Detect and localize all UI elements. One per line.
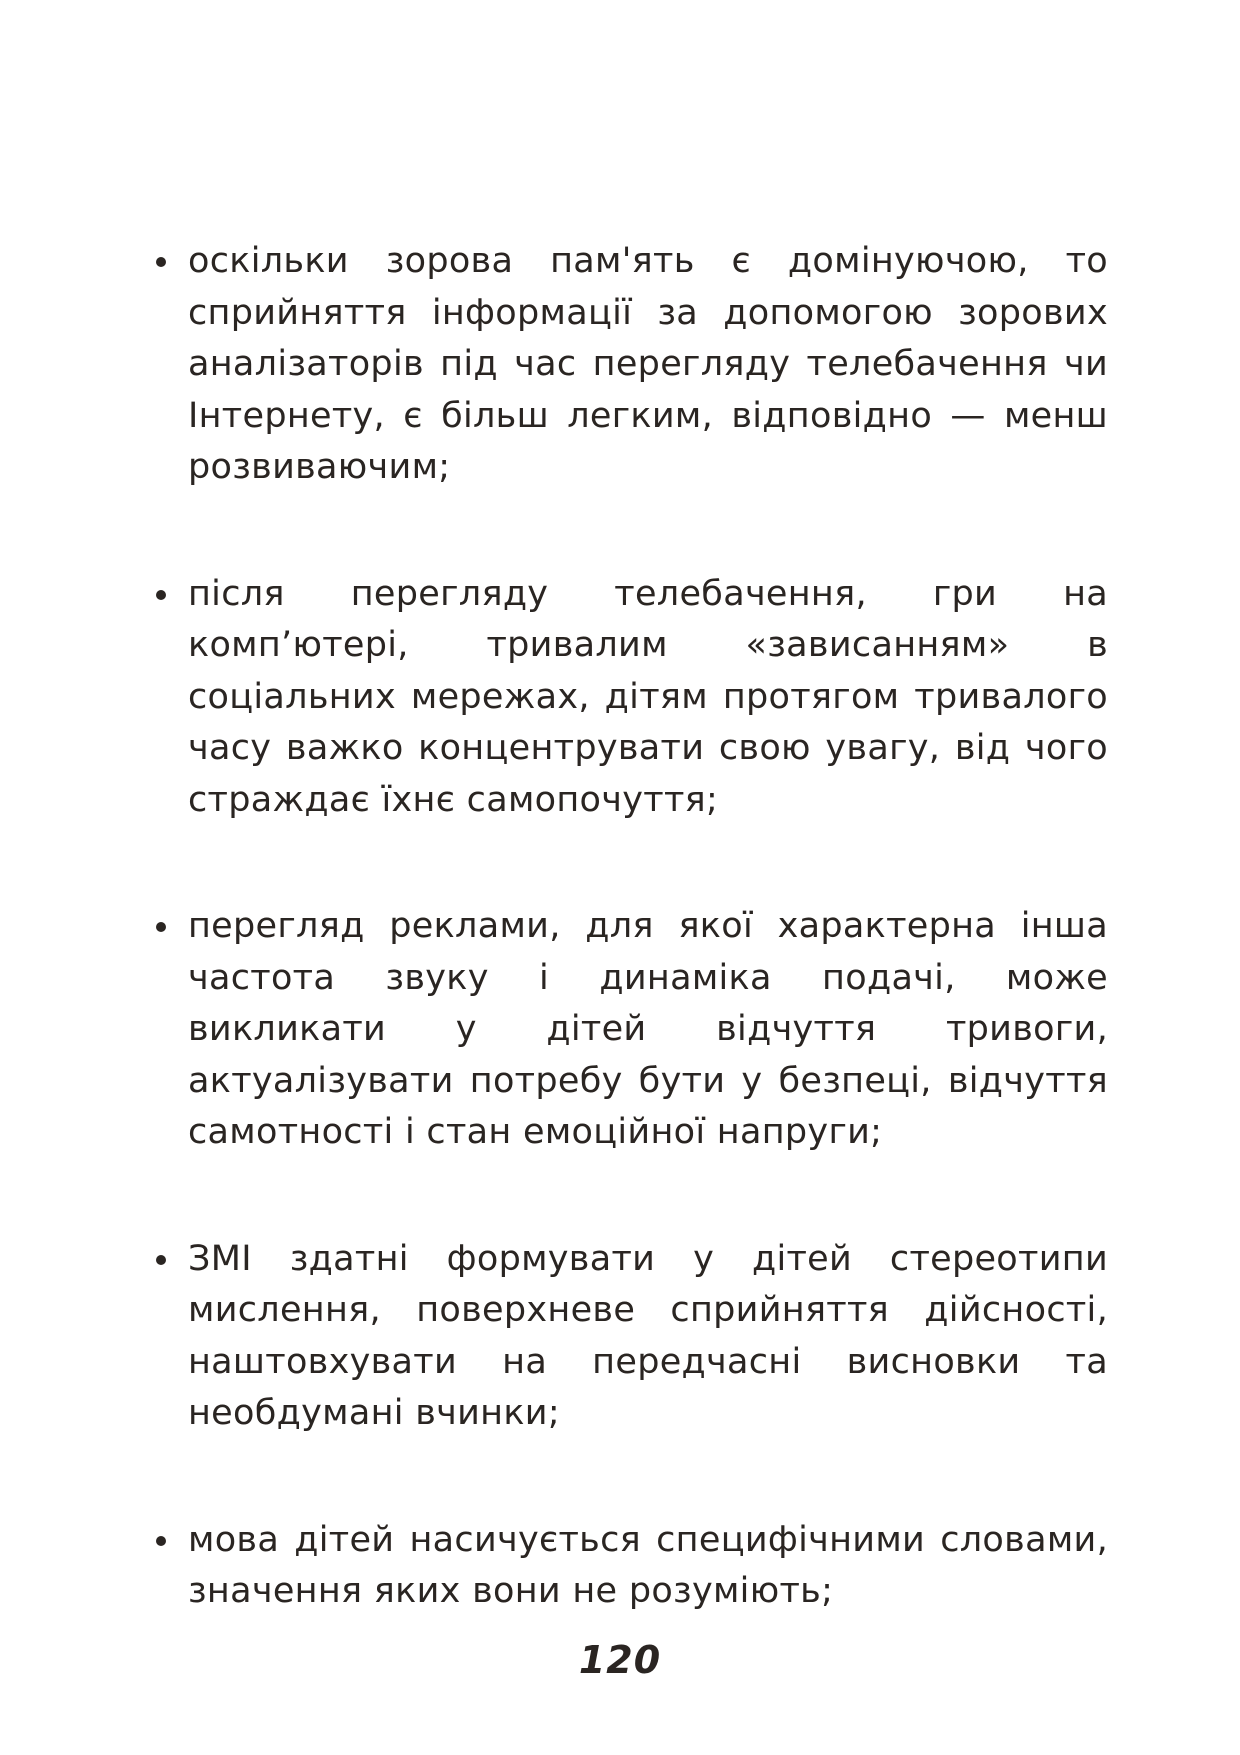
list-item-text: ЗМІ здатні формувати у дітей стереотипи мислення, поверхневе сприйняття дійсності, наштовхувати на передчасні висновки та необдумані вчинки; [188, 1238, 1108, 1433]
list-item [188, 569, 1108, 827]
page-content [188, 236, 1108, 1618]
bullet-icon [156, 922, 166, 932]
list-item [188, 1234, 1108, 1440]
list-item-text: мова дітей насичується специфічними словами, значення яких вони не розуміють; [188, 1519, 1108, 1611]
bullet-list [188, 236, 1108, 1618]
bullet-icon [156, 257, 166, 267]
list-item [188, 236, 1108, 494]
bullet-icon [156, 1255, 166, 1265]
list-item-text: після перегляду телебачення, гри на комп’ютері, тривалим «зависанням» в соціальних мережах, дітям протягом тривалого часу важко концентрувати свою увагу, від чого страждає їхнє самопочуття; [188, 573, 1108, 820]
list-item [188, 901, 1108, 1159]
list-item-text: перегляд реклами, для якої характерна інша частота звуку і динаміка подачі, може викликати у дітей відчуття тривоги, актуалізувати потребу бути у безпеці, відчуття самотності і стан емоційної напруги; [188, 906, 1108, 1152]
page-number: 120 [578, 1638, 662, 1682]
list-item-text: оскільки зорова пам'ять є домінуючою, то сприйняття інформації за допомогою зорових аналізаторів під час перегляду телебачення чи Інтернету, є більш легким, відповідно — менш розвиваючим; [188, 241, 1108, 487]
bullet-icon [156, 590, 166, 600]
list-item [188, 1515, 1108, 1618]
bullet-icon [156, 1536, 166, 1546]
